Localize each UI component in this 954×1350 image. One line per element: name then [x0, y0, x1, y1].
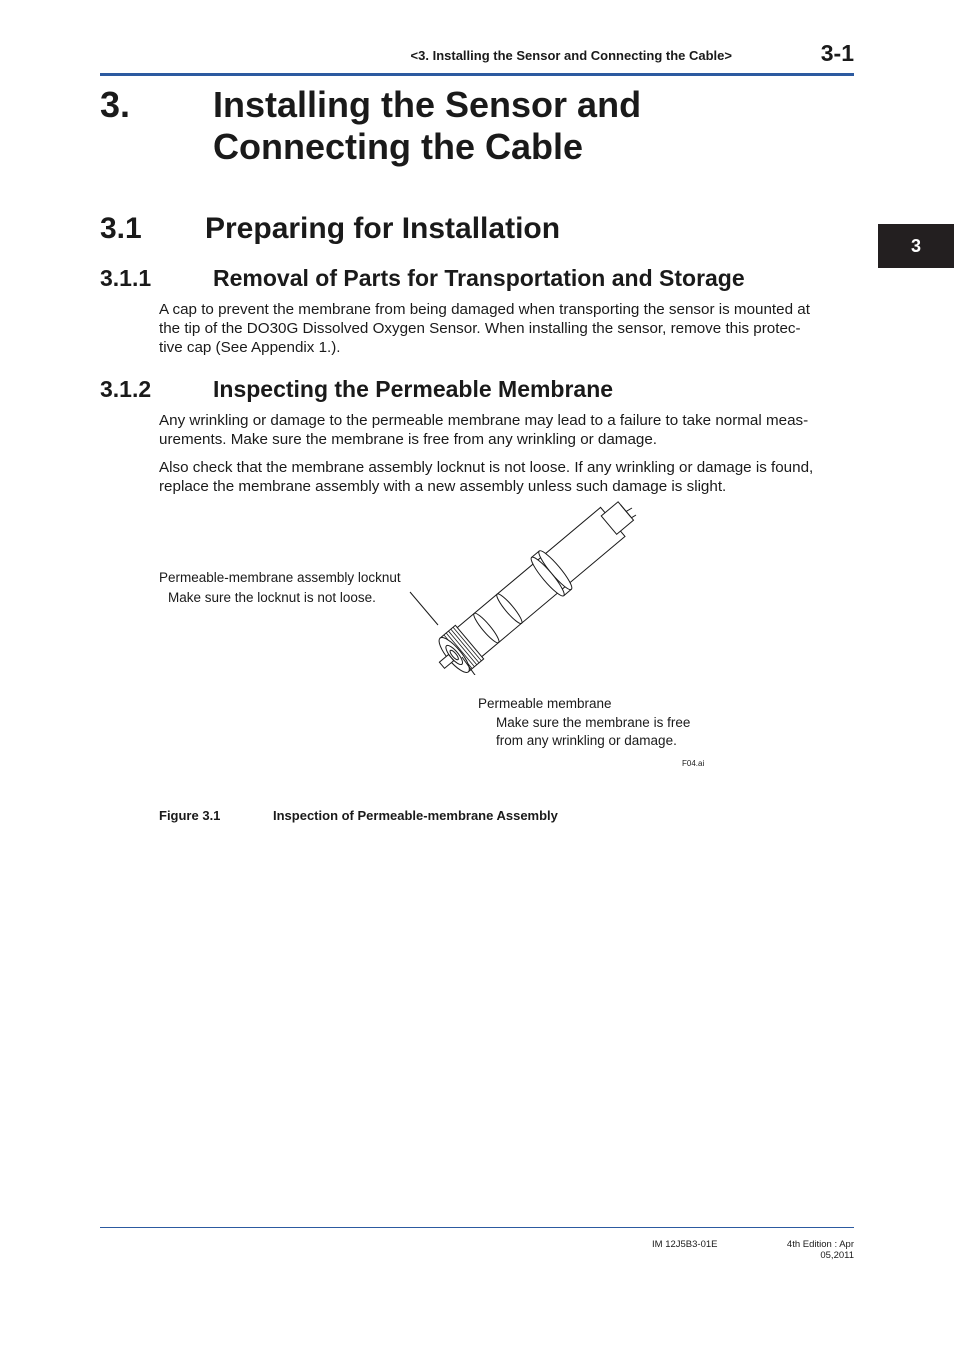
- membrane-label: Permeable membrane: [478, 696, 612, 711]
- subsection-body-2b: [159, 458, 859, 496]
- body-line: the tip of the DO30G Dissolved Oxygen Sensor. When installing the sensor, remove this protec-: [159, 320, 801, 337]
- page-number: 3-1: [820, 40, 854, 66]
- locknut-label: Permeable-membrane assembly locknut: [159, 570, 401, 585]
- membrane-note-line2: from any wrinkling or damage.: [496, 733, 677, 748]
- subsection-number-1: 3.1.1: [100, 265, 152, 291]
- chapter-title-line1: Installing the Sensor and: [213, 84, 642, 125]
- body-line: replace the membrane assembly with a new assembly unless such damage is slight.: [159, 478, 727, 495]
- locknut-note: Make sure the locknut is not loose.: [168, 590, 376, 605]
- footer-doc-id: IM 12J5B3-01E: [652, 1239, 718, 1250]
- subsection-body-1: [159, 300, 859, 357]
- sensor-body: [426, 500, 642, 675]
- subsection-title-2: Inspecting the Permeable Membrane: [213, 376, 614, 402]
- body-line: tive cap (See Appendix 1.).: [159, 339, 341, 356]
- footer-rule: [100, 1227, 854, 1228]
- subsection-body-2a: [159, 411, 859, 449]
- locknut-leader-line: [410, 592, 438, 625]
- figure-caption-number: Figure 3.1: [159, 808, 221, 823]
- chapter-number: 3.: [100, 84, 131, 125]
- chapter-side-tab: 3: [878, 224, 954, 268]
- subsection-title-1: Removal of Parts for Transportation and Storage: [213, 265, 745, 291]
- section-title: Preparing for Installation: [205, 212, 561, 245]
- chapter-title-line2: Connecting the Cable: [213, 126, 584, 167]
- figure-caption-title: Inspection of Permeable-membrane Assembly: [273, 808, 558, 823]
- running-header: <3. Installing the Sensor and Connecting the Cable>: [410, 48, 732, 63]
- chapter-title: [213, 84, 641, 168]
- section-number: 3.1: [100, 212, 142, 245]
- membrane-note-line1: Make sure the membrane is free: [496, 715, 691, 730]
- figure-file-tag: F04.ai: [682, 759, 705, 768]
- body-line: Any wrinkling or damage to the permeable membrane may lead to a failure to take normal meas-: [159, 412, 809, 429]
- sensor-illustration: [400, 500, 650, 675]
- header-rule: [100, 73, 854, 76]
- subsection-number-2: 3.1.2: [100, 376, 152, 402]
- body-line: A cap to prevent the membrane from being damaged when transporting the sensor is mounted at: [159, 301, 810, 318]
- footer-edition: 4th Edition : Apr 05,2011: [786, 1239, 854, 1261]
- body-line: Also check that the membrane assembly locknut is not loose. If any wrinkling or damage is found,: [159, 459, 814, 476]
- body-line: urements. Make sure the membrane is free from any wrinkling or damage.: [159, 431, 658, 448]
